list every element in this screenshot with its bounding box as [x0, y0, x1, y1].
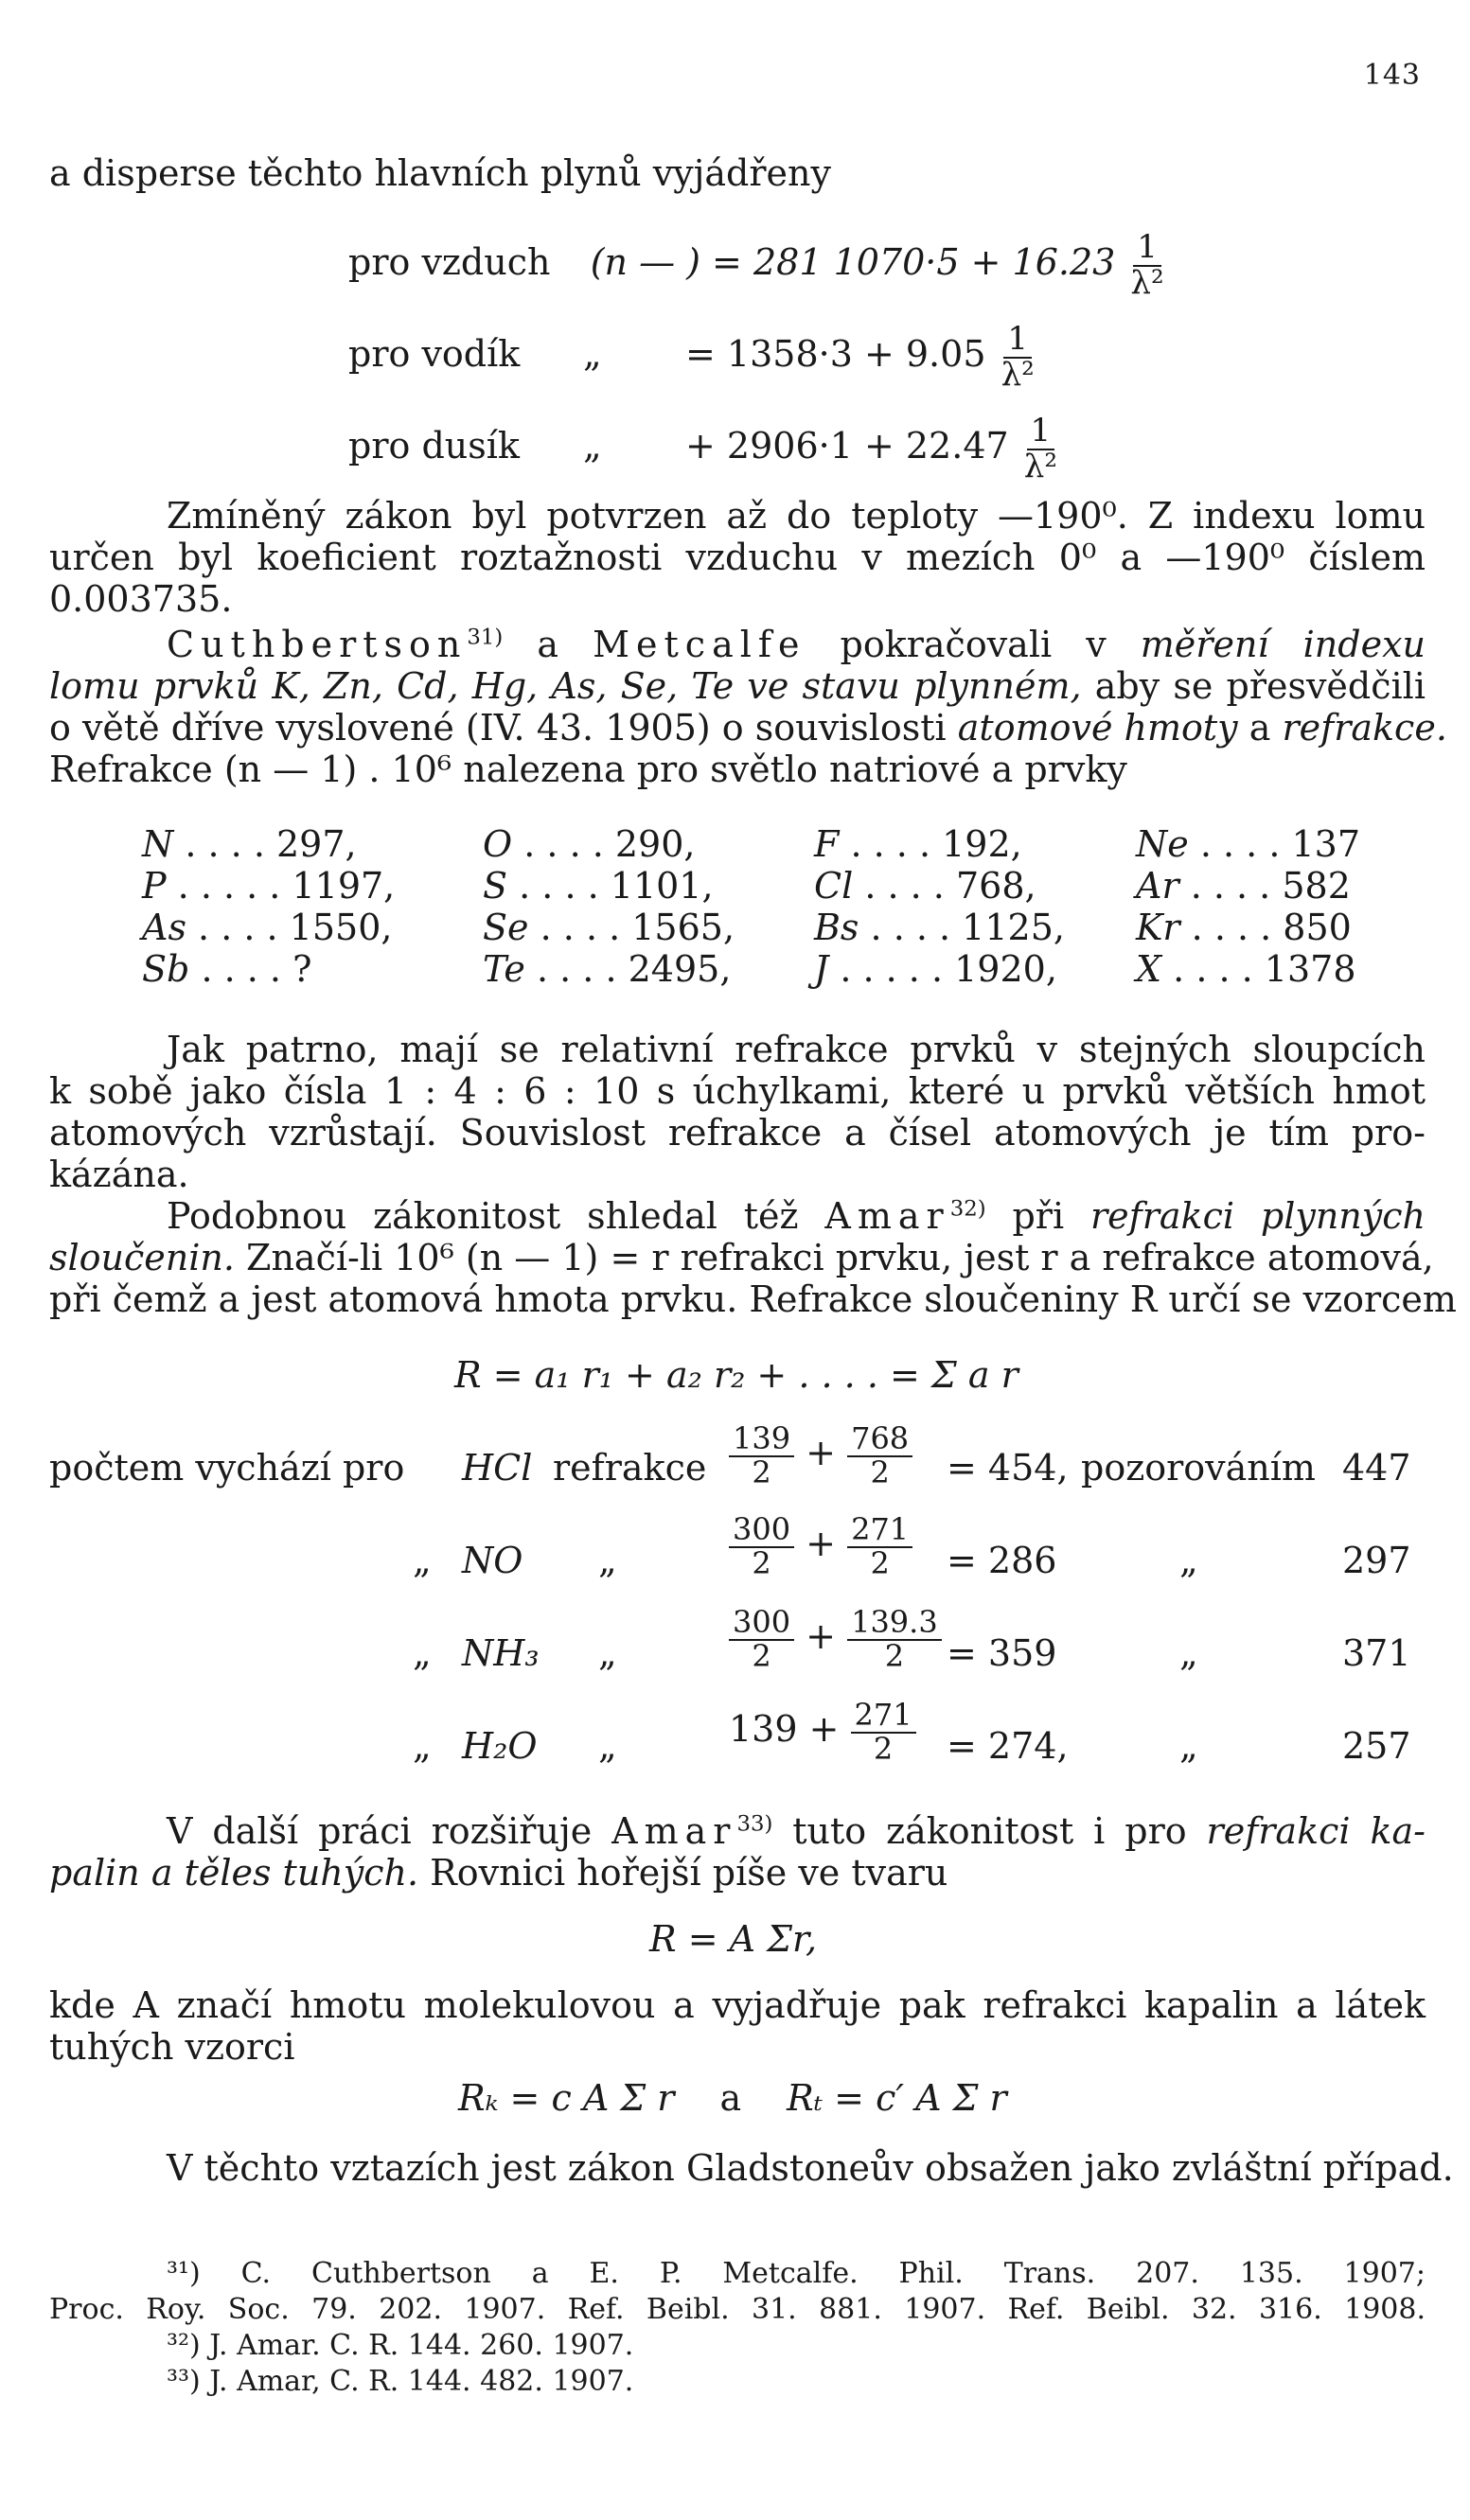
calc-expression: $\frac{300}{2}$ + $\frac{139.3}{2}$	[729, 1607, 942, 1672]
para1-line3: 0.003735.	[49, 578, 233, 620]
footnote-31-cont: Proc. Roy. Soc. 79. 202. 1907. Ref. Beibl. 31. 881. 1907. Ref. Beibl. 32. 316. 1908.	[49, 2293, 1426, 2326]
compound-no: NO	[462, 1540, 523, 1581]
equation-liquids-solids: Rₖ = c A Σ r a Rₜ = c′ A Σ r	[458, 2077, 1007, 2119]
para2-line3: o větě dříve vyslovené (IV. 43. 1905) o souvislosti atomové hmoty a refrakce.	[49, 707, 1447, 749]
calc-result: = 286	[947, 1540, 1057, 1581]
calc-obs-value: 371	[1342, 1632, 1411, 1674]
page-number: 143	[1363, 59, 1421, 92]
equation-molecular: R = A Σr,	[649, 1918, 818, 1960]
para1-line1: Zmíněný zákon byl potvrzen až do teploty —190⁰. Z indexu lomu	[167, 495, 1426, 537]
fraction: $\frac{139}{2}$	[729, 1423, 794, 1489]
para6-line1: kde A značí hmotu molekulovou a vyjadřuje pak refrakci kapalin a látek	[49, 1984, 1426, 2026]
ditto-mark: „	[1179, 1632, 1198, 1674]
para4-line3: při čemž a jest atomová hmota prvku. Refrakce sloučeniny R určí se vzorcem	[49, 1278, 1457, 1320]
para2-line1: Cuthbertson$^{31)}$ a Metcalfe pokračovali v měření indexu	[167, 624, 1426, 665]
formula-hydrogen: pro vodík „ = 1358·3 + 9.05 $\frac{1}{\text{λ²}}$	[348, 323, 1038, 392]
calc-obs-value: 447	[1342, 1447, 1411, 1489]
para1-line2: určen byl koeficient roztažnosti vzduchu v mezích 0⁰ a —190⁰ číslem	[49, 537, 1426, 578]
para2-line4: Refrakce (n — 1) . 10⁶ nalezena pro světlo natriové a prvky	[49, 749, 1127, 790]
calc-expression: $\frac{300}{2}$ + $\frac{271}{2}$	[729, 1514, 912, 1579]
fraction: $\frac{768}{2}$	[847, 1423, 912, 1489]
document-page: 143 a disperse těchto hlavních plynů vyjádřeny pro vzduch (n — ) = 281 1070·5 + 16.23 $\frac{1}{\text{λ²}}$ pro vodík „ = 1358·3 + 9.05 $\frac{1}{\text{λ²}}$ pro dusík „ + 2906·1 + 22.47 $\frac{1}{\text{λ²}}$ Zmíněný zákon byl potvrzen až do teploty —190⁰. Z indexu lomu určen byl koeficient roztažnosti vzduchu v mezích 0⁰ a —190⁰ číslem 0.003735. Cuthbertson$^{31)}$ a Metcalfe pokračovali v měření indexu lomu prvků K, Zn, Cd, Hg, As, Se, Te ve stavu plynném, aby se přesvědčili o větě dříve vyslovené (IV. 43. 1905) o souvislosti atomové hmoty a refrakce. Refrakce (n — 1) . 10⁶ nalezena pro světlo natriové a prvky N . . . . 297, O . . . . 290, F . . . . 192, Ne . . . . 137 P . . . . . 1197, S . . . . 1101, Cl . . . . 768, Ar . . . . 582 As . . . . 1550, Se . . . . 1565, Bs . . . . 1125, Kr . . . . 850 Sb . . . . ? Te . . . . 2495, J . . . . . 1920, X . . . . 1378 Jak patrno, mají se relativní refrakce prvků v stejných sloupcích k sobě jako čísla 1 : 4 : 6 : 10 s úchylkami, které u prvků větších hmot atomových vzrůstají. Souvislost refrakce a čísel atomových je tím pro- kázána. Podobnou zákonitost shledal též Amar$^{32)}$ při refrakci plynných sloučenin. Značí-li 10⁶ (n — 1) = r refrakci prvku, jest r a refrakce atomová, při čemž a jest atomová hmota prvku. Refrakce sloučeniny R určí se vzorcem R = a₁ r₁ + a₂ r₂ + . . . . = Σ a r počtem vychází pro HCl refrakce $\frac{139}{2}$ + $\frac{768}{2}$ = 454, pozorováním 447 „ NO „ $\frac{300}{2}$ + $\frac{271}{2}$ = 286 „ 297 „ NH₃ „ $\frac{300}{2}$ + $\frac{139.3}{2}$ = 359 „ 371 „ H₂O „ 139 + $\frac{271}{2}$ = 274, „ 257 V další práci rozšiřuje Amar$^{33)}$ tuto zákonitost i pro refrakci ka- palin a těles tuhých. Rovnici hořejší píše ve tvaru R = A Σr, kde A značí hmotu molekulovou a vyjadřuje pak refrakci kapalin a látek tuhých vzorci Rₖ = c A Σ r a Rₜ = c′ A Σ r V těchto vztazích jest zákon Gladstoneův obsažen jako zvláštní případ. ³¹) C. Cuthbertson a E. P. Metcalfe. Phil. Trans. 207. 135. 1907; Proc. Roy. Soc. 79. 202. 1907. Ref. Beibl. 31. 881. 1907. Ref. Beibl. 32. 316. 1908. ³²) J. Amar. C. R. 144. 260. 1907. ³³) J. Amar, C. R. 144. 482. 1907.	[49, 59, 1457, 2398]
para6-line2: tuhých vzorci	[49, 2026, 295, 2068]
para3-line4: kázána.	[49, 1154, 189, 1195]
fraction: $\frac{1}{\text{λ²}}$	[1023, 412, 1057, 485]
ditto-mark: „	[598, 1632, 617, 1674]
fraction: $\frac{300}{2}$	[729, 1607, 794, 1672]
ditto-mark: „	[413, 1725, 432, 1767]
footnote-33: ³³) J. Amar, C. R. 144. 482. 1907.	[167, 2365, 634, 2398]
equation-sum: R = a₁ r₁ + a₂ r₂ + . . . . = Σ a r	[454, 1354, 1018, 1396]
para4-line2: sloučenin. Značí-li 10⁶ (n — 1) = r refrakci prvku, jest r a refrakce atomová,	[49, 1237, 1434, 1278]
calc-result: = 274,	[947, 1725, 1069, 1767]
para4-line1: Podobnou zákonitost shledal též Amar$^{32)}$ při refrakci plynných	[167, 1195, 1426, 1237]
para3-line3: atomových vzrůstají. Souvislost refrakce a čísel atomových je tím pro-	[49, 1112, 1426, 1154]
calc-obs-value: 297	[1342, 1540, 1411, 1581]
fraction: $\frac{1}{\text{λ²}}$	[1130, 228, 1164, 302]
footnote-31: ³¹) C. Cuthbertson a E. P. Metcalfe. Phil. Trans. 207. 135. 1907;	[167, 2257, 1426, 2290]
para7: V těchto vztazích jest zákon Gladstoneův obsažen jako zvláštní případ.	[167, 2147, 1454, 2189]
fraction: $\frac{271}{2}$	[847, 1514, 912, 1579]
calc-result: = 359	[947, 1632, 1057, 1674]
ditto-mark: „	[413, 1632, 432, 1674]
ditto-mark: „	[598, 1725, 617, 1767]
footnote-32: ³²) J. Amar. C. R. 144. 260. 1907.	[167, 2329, 634, 2362]
fraction: $\frac{1}{\text{λ²}}$	[1001, 320, 1035, 394]
ditto-mark: „	[1179, 1725, 1198, 1767]
para5-line1: V další práci rozšiřuje Amar$^{33)}$ tuto zákonitost i pro refrakci ka-	[167, 1810, 1426, 1852]
para3-line1: Jak patrno, mají se relativní refrakce prvků v stejných sloupcích	[167, 1029, 1426, 1070]
formula-air: pro vzduch (n — ) = 281 1070·5 + 16.23 $\frac{1}{\text{λ²}}$	[348, 231, 1168, 300]
fraction: $\frac{139.3}{2}$	[847, 1607, 942, 1672]
para5-line2: palin a těles tuhých. Rovnici hořejší píše ve tvaru	[49, 1852, 948, 1894]
calc-result: = 454,	[947, 1447, 1069, 1489]
ditto-mark: „	[1179, 1540, 1198, 1581]
fraction: $\frac{300}{2}$	[729, 1514, 794, 1579]
compound-nh3: NH₃	[462, 1632, 540, 1674]
ditto-mark: „	[413, 1540, 432, 1581]
fraction: $\frac{271}{2}$	[851, 1700, 916, 1765]
calc-expression: $\frac{139}{2}$ + $\frac{768}{2}$	[729, 1423, 912, 1489]
calc-obs-value: 257	[1342, 1725, 1411, 1767]
ditto-mark: „	[598, 1540, 617, 1581]
para3-line2: k sobě jako čísla 1 : 4 : 6 : 10 s úchylkami, které u prvků větších hmot	[49, 1070, 1426, 1112]
calc-intro: počtem vychází pro	[49, 1447, 405, 1489]
calc-expression: 139 + $\frac{271}{2}$	[729, 1700, 916, 1765]
compound-hcl: HCl	[462, 1447, 533, 1489]
calc-word: refrakce	[553, 1447, 707, 1489]
calc-obs-label: pozorováním	[1081, 1447, 1316, 1489]
intro-line: a disperse těchto hlavních plynů vyjádřeny	[49, 152, 831, 194]
para2-line2: lomu prvků K, Zn, Cd, Hg, As, Se, Te ve stavu plynném, aby se přesvědčili	[49, 665, 1426, 707]
compound-h2o: H₂O	[462, 1725, 538, 1767]
formula-nitrogen: pro dusík „ + 2906·1 + 22.47 $\frac{1}{\text{λ²}}$	[348, 414, 1061, 484]
